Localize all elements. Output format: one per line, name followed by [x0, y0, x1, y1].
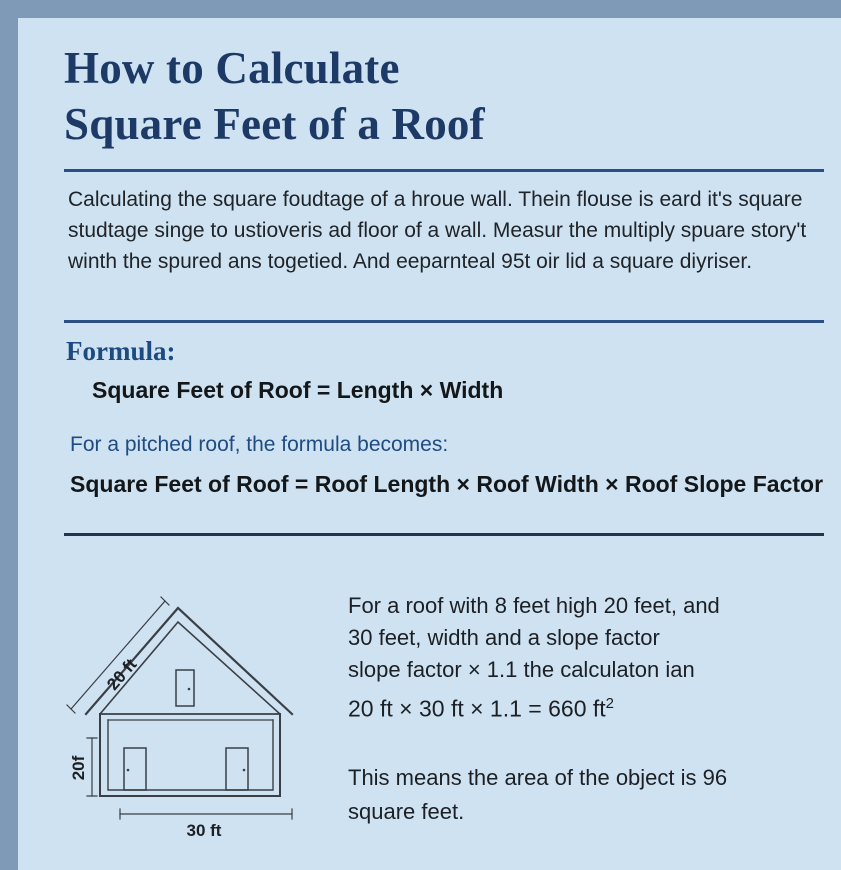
- formula-basic: Square Feet of Roof = Length × Width: [92, 377, 504, 403]
- formula-pitched: Square Feet of Roof = Roof Length × Roof Width × Roof Slope Factor: [70, 471, 824, 497]
- calc-expression: 20 ft × 30 ft × 1.1 = 660 ft: [348, 695, 606, 722]
- title-line-2: Square Feet of a Roof: [64, 99, 485, 149]
- house-diagram: [48, 578, 328, 848]
- roof-length-label: 20 ft: [103, 654, 141, 694]
- width-label: 30 ft: [186, 821, 222, 840]
- formula-heading: Formula:: [66, 336, 176, 366]
- title-line-1: How to Calculate: [64, 43, 400, 93]
- example-calculation: [348, 590, 818, 829]
- formula-divider: [64, 533, 824, 536]
- infographic-card: [18, 18, 841, 870]
- right-door-knob: [243, 769, 246, 772]
- title-divider: [64, 169, 824, 172]
- upper-door-knob: [188, 688, 191, 691]
- upper-door: [176, 670, 194, 706]
- pitched-roof-note: For a pitched roof, the formula becomes:: [70, 433, 449, 456]
- example-line-3: slope factor × 1.1 the calculaton ian: [348, 657, 695, 682]
- example-calculation-line: [348, 688, 818, 725]
- height-label: 20f: [69, 755, 88, 781]
- result-line-1: This means the area of the object is 96: [348, 764, 728, 790]
- house-walls: [100, 714, 280, 796]
- page-title: [64, 40, 485, 152]
- example-line-2: 30 feet, width and a slope factor: [348, 625, 660, 650]
- example-line-1: For a roof with 8 feet high 20 feet, and: [348, 593, 720, 618]
- intro-divider: [64, 320, 824, 323]
- calc-exponent: 2: [605, 695, 615, 712]
- example-result: [348, 761, 818, 829]
- result-line-2: square feet.: [348, 798, 465, 824]
- intro-paragraph: Calculating the square foudtage of a hroue wall. Thein flouse is eard it's square studtage singe to ustioveris ad floor of a wall. Measur the multiply spuare story't winth the spured ans togetied. And eeparnteal 95t oir lid a square diyriser.: [68, 188, 807, 273]
- roof-outline: [86, 608, 292, 714]
- left-door-knob: [127, 769, 130, 772]
